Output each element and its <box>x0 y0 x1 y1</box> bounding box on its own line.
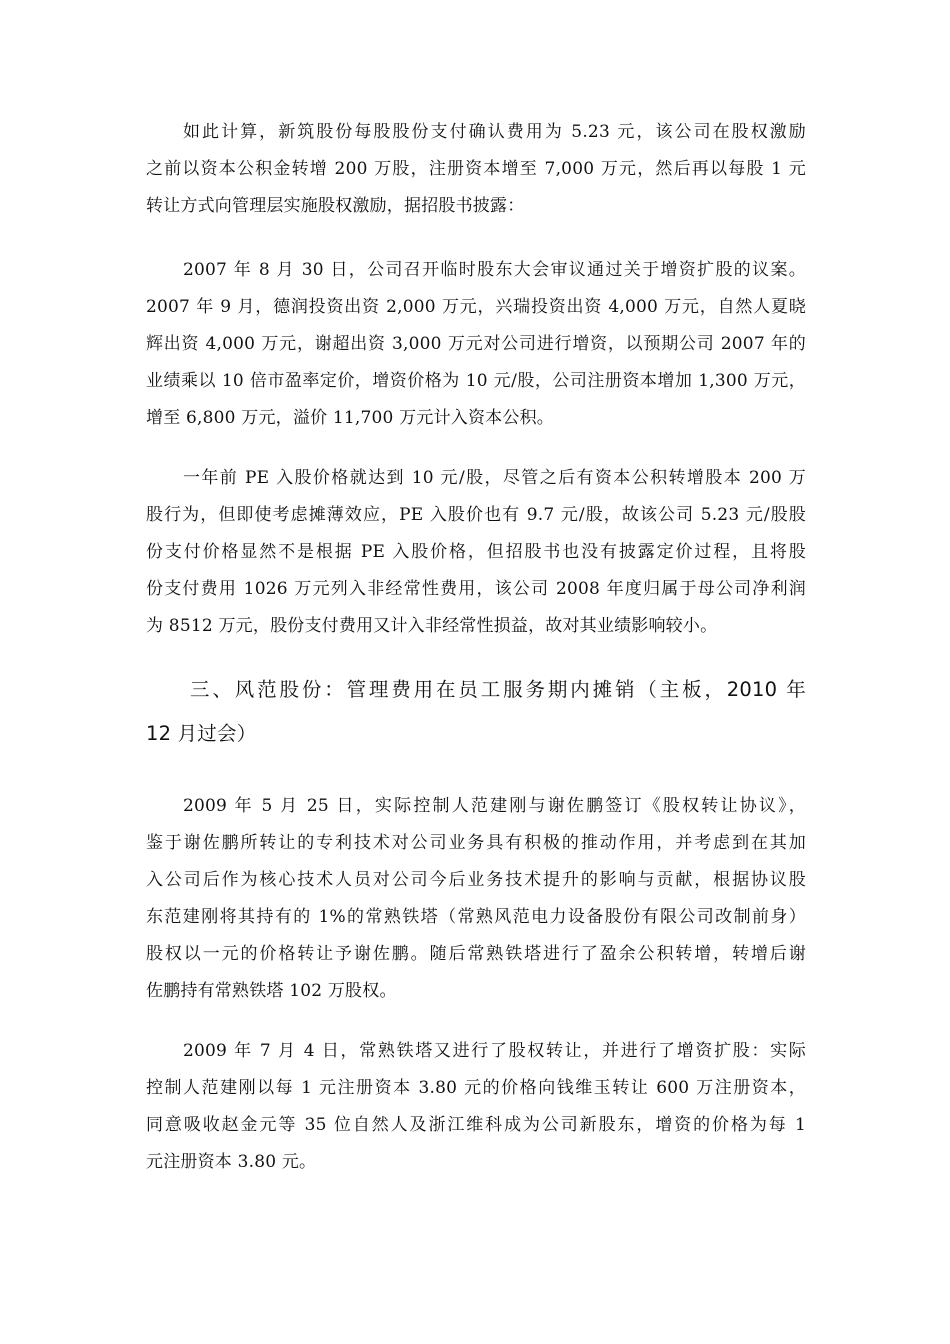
text-line: 2007 年 9 月，德润投资出资 2,000 万元，兴瑞投资出资 4,000 万元，自然人夏晓 <box>146 297 806 317</box>
text-line: 一年前 PE 入股价格就达到 10 元/股，尽管之后有资本公积转增股本 200 万 <box>183 468 806 488</box>
text-line: 元注册资本 3.80 元。 <box>146 1152 317 1172</box>
text-line: 入公司后作为核心技术人员对公司今后业务技术提升的影响与贡献，根据协议股 <box>146 870 806 890</box>
text-line: 鉴于谢佐鹏所转让的专利技术对公司业务具有积极的推动作用，并考虑到在其加 <box>146 833 806 853</box>
text-line: 佐鹏持有常熟铁塔 102 万股权。 <box>146 981 397 1001</box>
text-line: 2009 年 5 月 25 日，实际控制人范建刚与谢佐鹏签订《股权转让协议》， <box>183 796 806 816</box>
text-line: 同意吸收赵金元等 35 位自然人及浙江维科成为公司新股东，增资的价格为每 1 <box>146 1115 806 1135</box>
text-line: 转让方式向管理层实施股权激励，据招股书披露： <box>146 196 525 216</box>
text-line: 股行为，但即使考虑摊薄效应，PE 入股价也有 9.7 元/股，故该公司 5.23 元/股股 <box>146 505 806 525</box>
paragraph-pe-price-analysis <box>146 460 806 645</box>
text-line: 之前以资本公积金转增 200 万股，注册资本增至 7,000 万元，然后再以每股 1 元 <box>146 159 806 179</box>
paragraph-equity-transfer-agreement <box>146 788 806 1010</box>
text-line: 2007 年 8 月 30 日，公司召开临时股东大会审议通过关于增资扩股的议案。 <box>183 260 806 280</box>
text-line: 份支付费用 1026 万元列入非经常性费用，该公司 2008 年度归属于母公司净利润 <box>146 579 806 599</box>
text-line: 如此计算，新筑股份每股股份支付确认费用为 5.23 元，该公司在股权激励 <box>183 122 806 142</box>
text-line: 辉出资 4,000 万元，谢超出资 3,000 万元对公司进行增资，以预期公司 2007 年的 <box>146 334 806 354</box>
paragraph-july-2009-transfer <box>146 1033 806 1181</box>
text-line: 业绩乘以 10 倍市盈率定价，增资价格为 10 元/股，公司注册资本增加 1,300 万元， <box>146 371 806 391</box>
text-line: 控制人范建刚以每 1 元注册资本 3.80 元的价格向钱维玉转让 600 万注册资本， <box>146 1078 806 1098</box>
text-line: 增至 6,800 万元，溢价 11,700 万元计入资本公积。 <box>146 408 554 428</box>
paragraph-xinzhu-calculation <box>146 114 806 225</box>
section-heading-fengfan <box>146 668 806 756</box>
text-line: 2009 年 7 月 4 日，常熟铁塔又进行了股权转让，并进行了增资扩股：实际 <box>183 1041 806 1061</box>
paragraph-capital-increase-2007 <box>146 252 806 437</box>
text-line: 东范建刚将其持有的 1%的常熟铁塔（常熟风范电力设备股份有限公司改制前身） <box>146 907 806 927</box>
heading-line: 12 月过会） <box>146 722 257 745</box>
heading-line: 三、风范股份：管理费用在员工服务期内摊销（主板，2010 年 <box>190 678 806 701</box>
text-line: 为 8512 万元，股份支付费用又计入非经常性损益，故对其业绩影响较小。 <box>146 616 718 636</box>
text-line: 股权以一元的价格转让予谢佐鹏。随后常熟铁塔进行了盈余公积转增，转增后谢 <box>146 944 806 964</box>
text-line: 份支付价格显然不是根据 PE 入股价格，但招股书也没有披露定价过程，且将股 <box>146 542 806 562</box>
